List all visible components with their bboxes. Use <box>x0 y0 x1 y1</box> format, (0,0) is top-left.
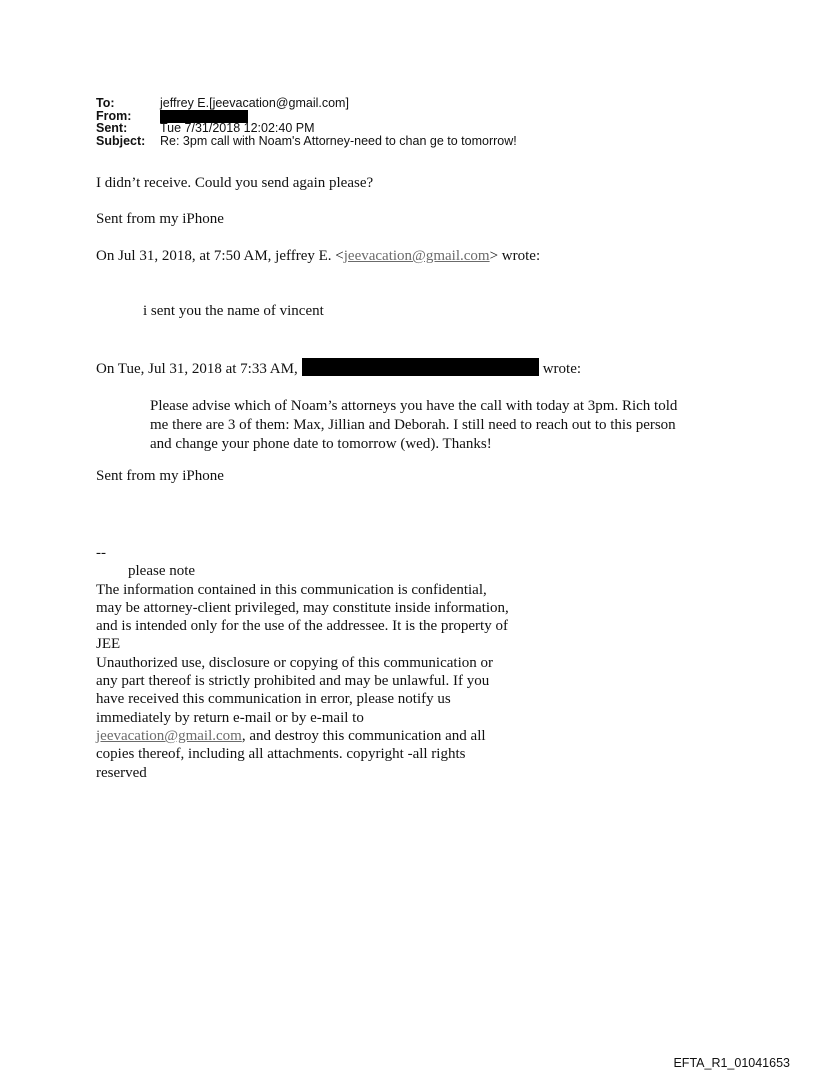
to-value: jeffrey E.[jeevacation@gmail.com] <box>160 96 349 110</box>
subject-label: Subject: <box>96 133 146 148</box>
quote2-prefix: On Tue, Jul 31, 2018 at 7:33 AM, <box>96 361 298 377</box>
disclaimer-owner: JEE <box>96 636 121 653</box>
disclaimer-para2 <box>96 654 516 782</box>
reply-text: I didn’t receive. Could you send again please? <box>96 175 374 191</box>
disclaimer-para1: The information contained in this communication is confidential, may be attorney-client privileged, may constitute inside information, and is intended only for the use of the addressee. It is the property of <box>96 581 509 635</box>
sent-row <box>96 122 517 135</box>
quote2-attribution <box>96 358 581 378</box>
sent-from-iphone-1: Sent from my iPhone <box>96 211 224 227</box>
sender-redaction <box>302 358 539 376</box>
quote1-attribution <box>96 248 540 265</box>
disclaimer-email-link[interactable]: jeevacation@gmail.com <box>96 727 242 744</box>
sent-value: Tue 7/31/2018 12:02:40 PM <box>160 121 315 136</box>
subject-value: Re: 3pm call with Noam's Attorney-need to chan ge to tomorrow! <box>160 133 517 148</box>
sent-label: Sent: <box>96 121 128 136</box>
disclaimer <box>96 544 516 782</box>
document-id: EFTA_R1_01041653 <box>673 1056 790 1070</box>
quote1-email-link[interactable]: jeevacation@gmail.com <box>343 248 490 264</box>
quote2-text: Please advise which of Noam’s attorneys you have the call with today at 3pm. Rich told me there are 3 of them: Max, Jillian and Deborah. I still need to reach out to this person and change your phone date to tomorrow (wed). Thanks! <box>150 398 678 452</box>
please-note: please note <box>128 563 196 580</box>
quote1-text: i sent you the name of vincent <box>143 303 324 319</box>
from-label: From: <box>96 108 132 123</box>
sent-from-iphone-2: Sent from my iPhone <box>96 468 224 484</box>
subject-row <box>96 135 517 148</box>
quote1-prefix: On Jul 31, 2018, at 7:50 AM, jeffrey E. < <box>96 248 344 264</box>
quote1-suffix: > wrote: <box>489 248 541 264</box>
to-row <box>96 97 517 110</box>
email-header <box>96 97 517 147</box>
para2-tail: , and destroy this communication and all copies thereof, including all attachments. copyright -all rights reserved <box>96 727 486 781</box>
signature-dashes: -- <box>96 545 106 561</box>
quote2-suffix: wrote: <box>542 361 582 377</box>
para2-text: Unauthorized use, disclosure or copying of this communication or any part thereof is strictly prohibited and may be unlawful. If you have received this communication in error, please notify us immediately by return e-mail or by e-mail to <box>96 654 493 726</box>
to-label: To: <box>96 96 115 110</box>
